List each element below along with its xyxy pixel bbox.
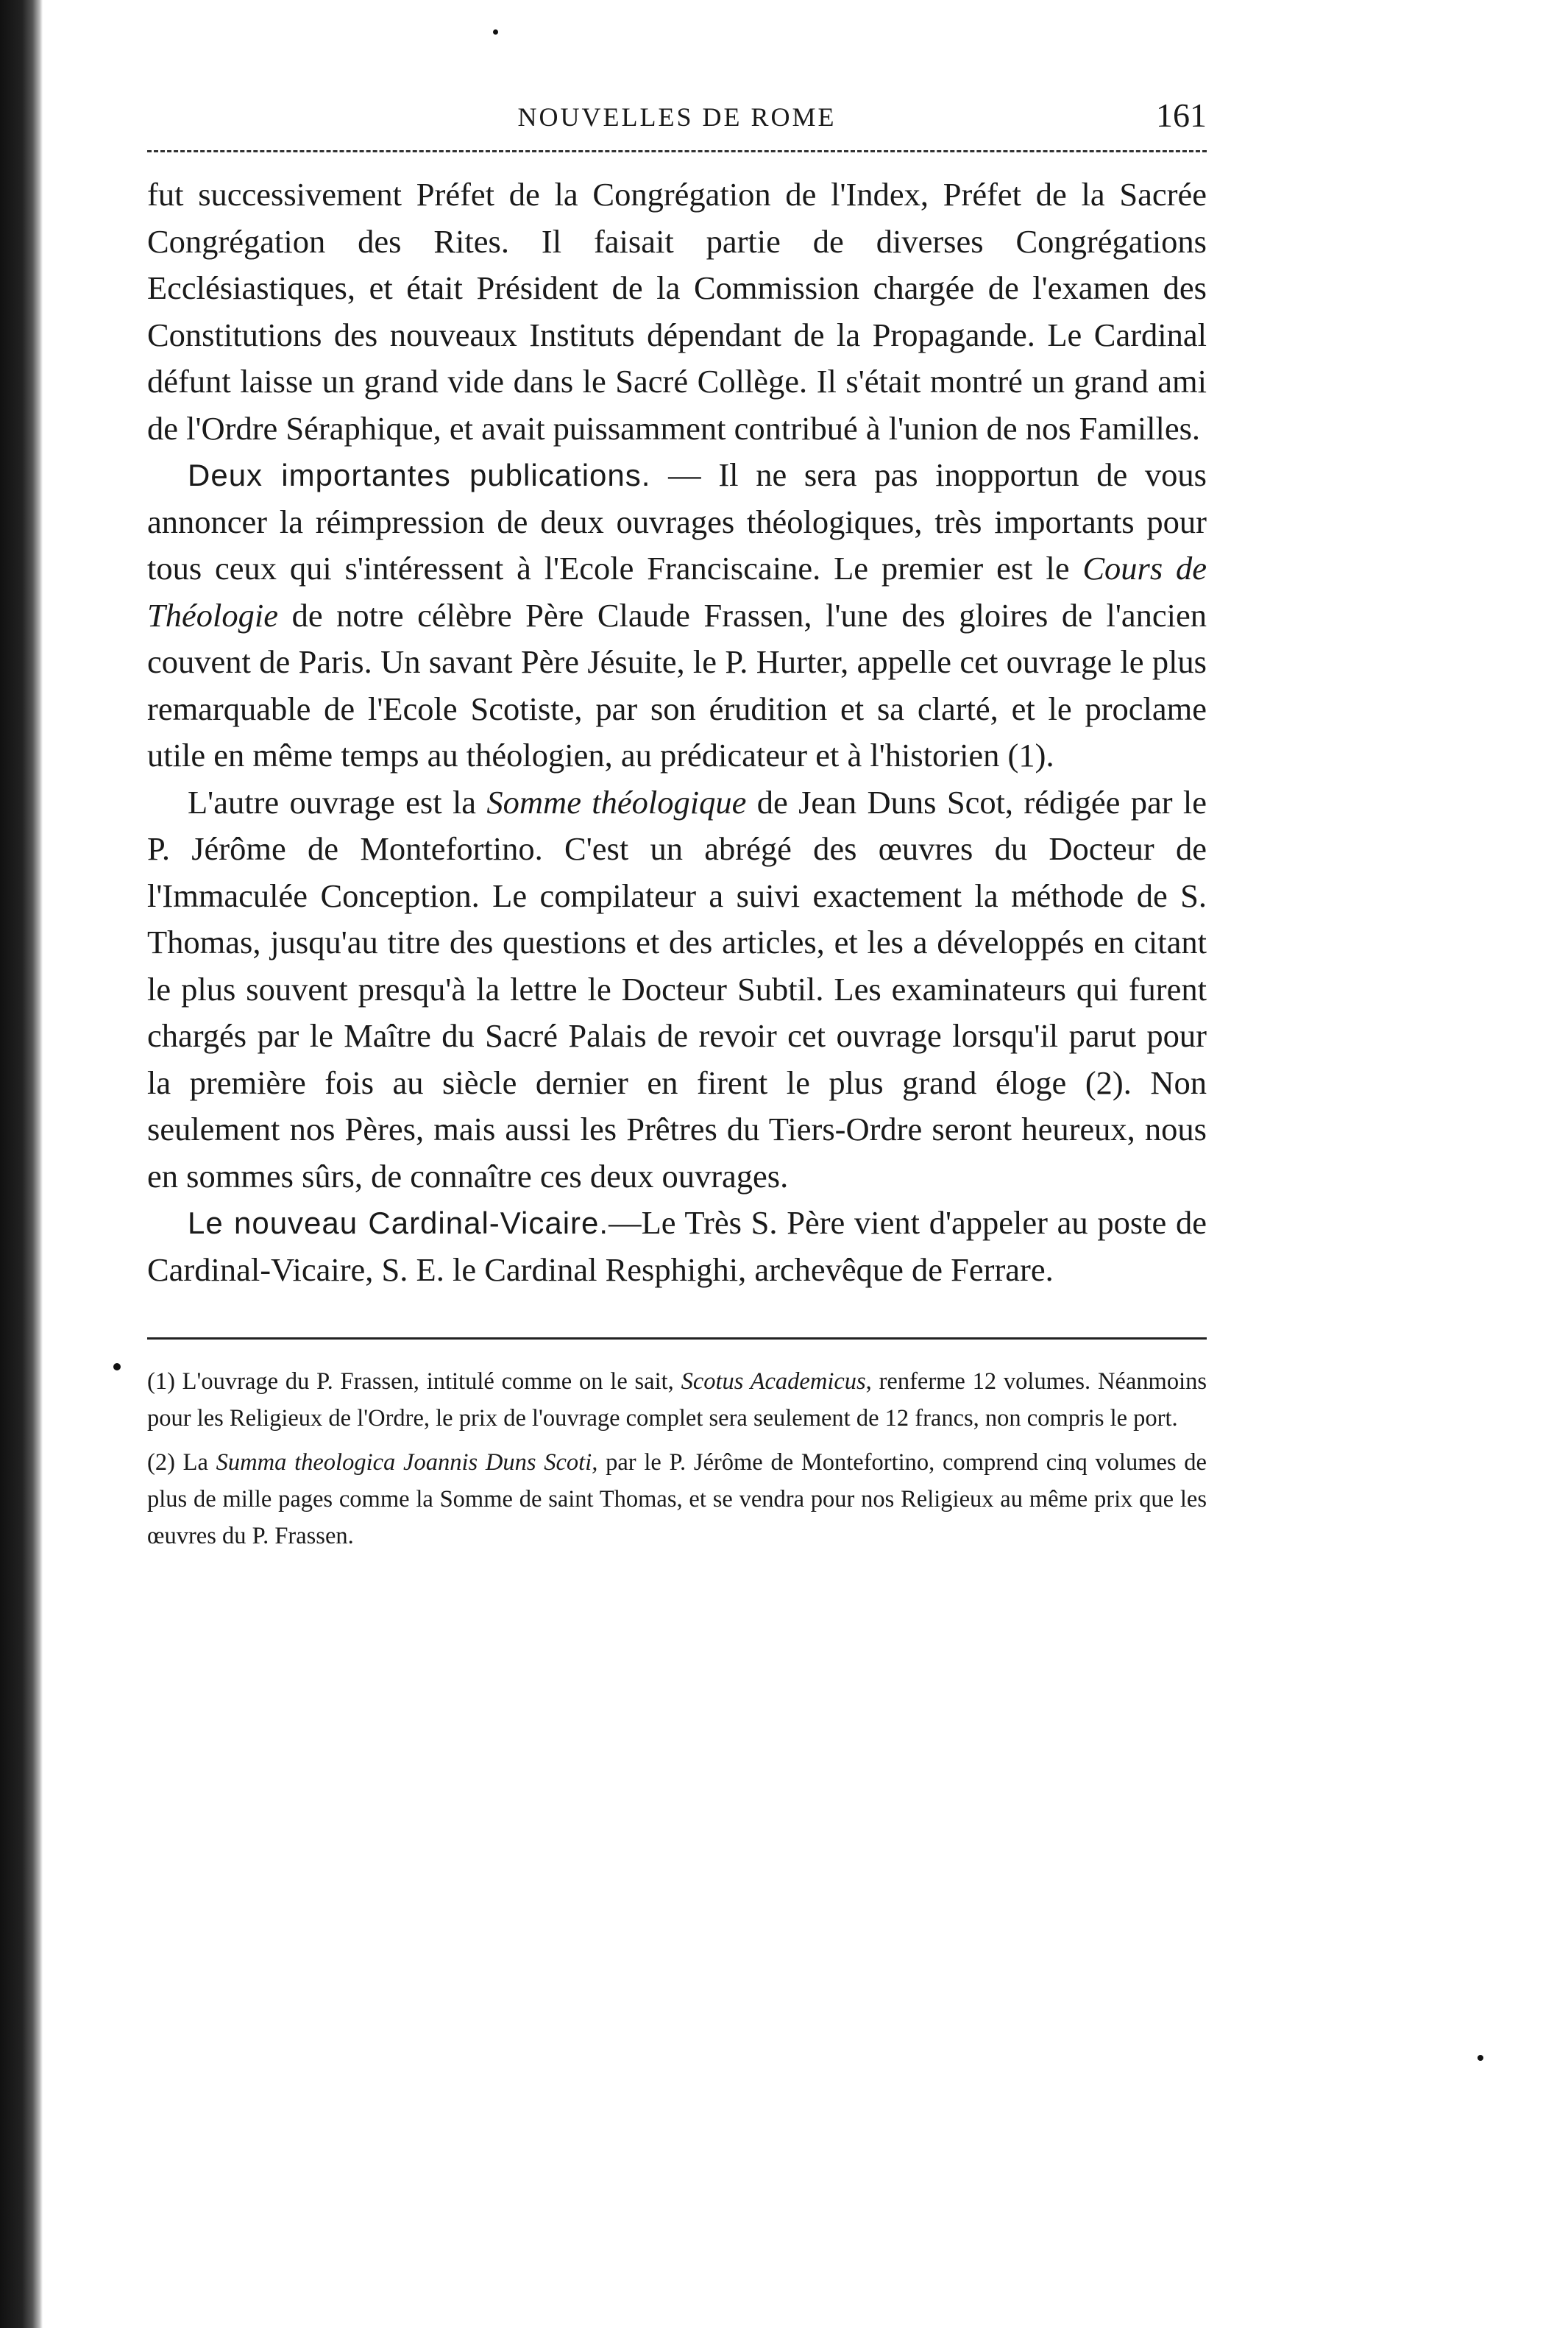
book-title-cours: Cours de Théologie (147, 550, 1207, 634)
paragraph-publications (147, 452, 1207, 779)
book-title-somme: Somme théologique (486, 783, 747, 821)
footnote-text: (1) L'ouvrage du P. Frassen, intitulé comme on le sait, (147, 1368, 681, 1395)
page-number: 161 (1156, 96, 1207, 134)
footnote-text: par le P. Jérôme de Montefortino, comprend cinq volumes de plus de mille pages comme la Somme de saint Thomas, et se vendra pour nos Religieux au même prix que les œuvres du P. Frassen. (147, 1449, 1207, 1549)
footnote-1 (147, 1363, 1207, 1437)
footnotes (147, 1363, 1207, 1554)
ink-speck (493, 29, 498, 35)
section-heading-cardinal: Le nouveau Cardinal-Vicaire. (188, 1206, 609, 1240)
paragraph-cardinal-vicaire (147, 1200, 1207, 1293)
ink-speck (113, 1363, 121, 1370)
binding-edge (0, 0, 43, 2328)
page-content (147, 81, 1207, 1562)
footnote-2 (147, 1444, 1207, 1554)
running-title: NOUVELLES DE ROME (517, 102, 837, 132)
footnote-title: Summa theologica Joannis Duns Scoti, (216, 1449, 598, 1476)
footnote-text: (2) La (147, 1449, 216, 1476)
ink-speck (1477, 2055, 1483, 2061)
section-heading-publications: Deux importantes publications. (188, 458, 651, 492)
running-head (147, 81, 1207, 140)
header-rule (147, 150, 1207, 152)
paragraph-text: L'autre ouvrage est la (188, 783, 487, 821)
paragraph-text: — Il ne sera pas inopportun de vous annoncer la réimpression de deux ouvrages théologiques, très importants pour tous ceux qui s'intéressent à l'Ecole Franciscaine. Le premier est le (147, 456, 1207, 587)
footnote-rule (147, 1337, 1207, 1340)
footnote-title: Scotus Academicus (681, 1368, 866, 1395)
paragraph-text: —Le Très S. Père vient d'appeler au poste de Cardinal-Vicaire, S. E. le Cardinal Resphighi, archevêque de Ferrare. (147, 1204, 1207, 1288)
body-text (147, 171, 1207, 1293)
paragraph-somme (147, 779, 1207, 1200)
footnote-text: , renferme 12 volumes. Néanmoins pour les Religieux de l'Ordre, le prix de l'ouvrage complet sera seulement de 12 francs, non compris le port. (147, 1368, 1207, 1432)
paragraph-text: de Jean Duns Scot, rédigée par le P. Jérôme de Montefortino. C'est un abrégé des œuvres du Docteur de l'Immaculée Conception. Le compilateur a suivi exactement la méthode de S. Thomas, jusqu'au titre des questions et des articles, et les a développés en citant le plus souvent presqu'à la lettre le Docteur Subtil. Les examinateurs qui furent chargés par le Maître du Sacré Palais de revoir cet ouvrage lorsqu'il parut pour la première fois au siècle dernier en firent le plus grand éloge (2). Non seulement nos Pères, mais aussi les Prêtres du Tiers-Ordre seront heureux, nous en sommes sûrs, de connaître ces deux ouvrages. (147, 783, 1207, 1195)
paragraph-text: de notre célèbre Père Claude Frassen, l'une des gloires de l'ancien couvent de Paris. Un savant Père Jésuite, le P. Hurter, appelle cet ouvrage le plus remarquable de l'Ecole Scotiste, par son érudition et sa clarté, et le proclame utile en même temps au théologien, au prédicateur et à l'historien (1). (147, 596, 1207, 774)
paragraph-continuation: fut successivement Préfet de la Congrégation de l'Index, Préfet de la Sacrée Congrégation des Rites. Il faisait partie de diverses Congrégations Ecclésiastiques, et était Président de la Commission chargée de l'examen des Constitutions des nouveaux Instituts dépendant de la Propagande. Le Cardinal défunt laisse un grand vide dans le Sacré Collège. Il s'était montré un grand ami de l'Ordre Séraphique, et avait puissamment contribué à l'union de nos Familles. (147, 176, 1207, 447)
